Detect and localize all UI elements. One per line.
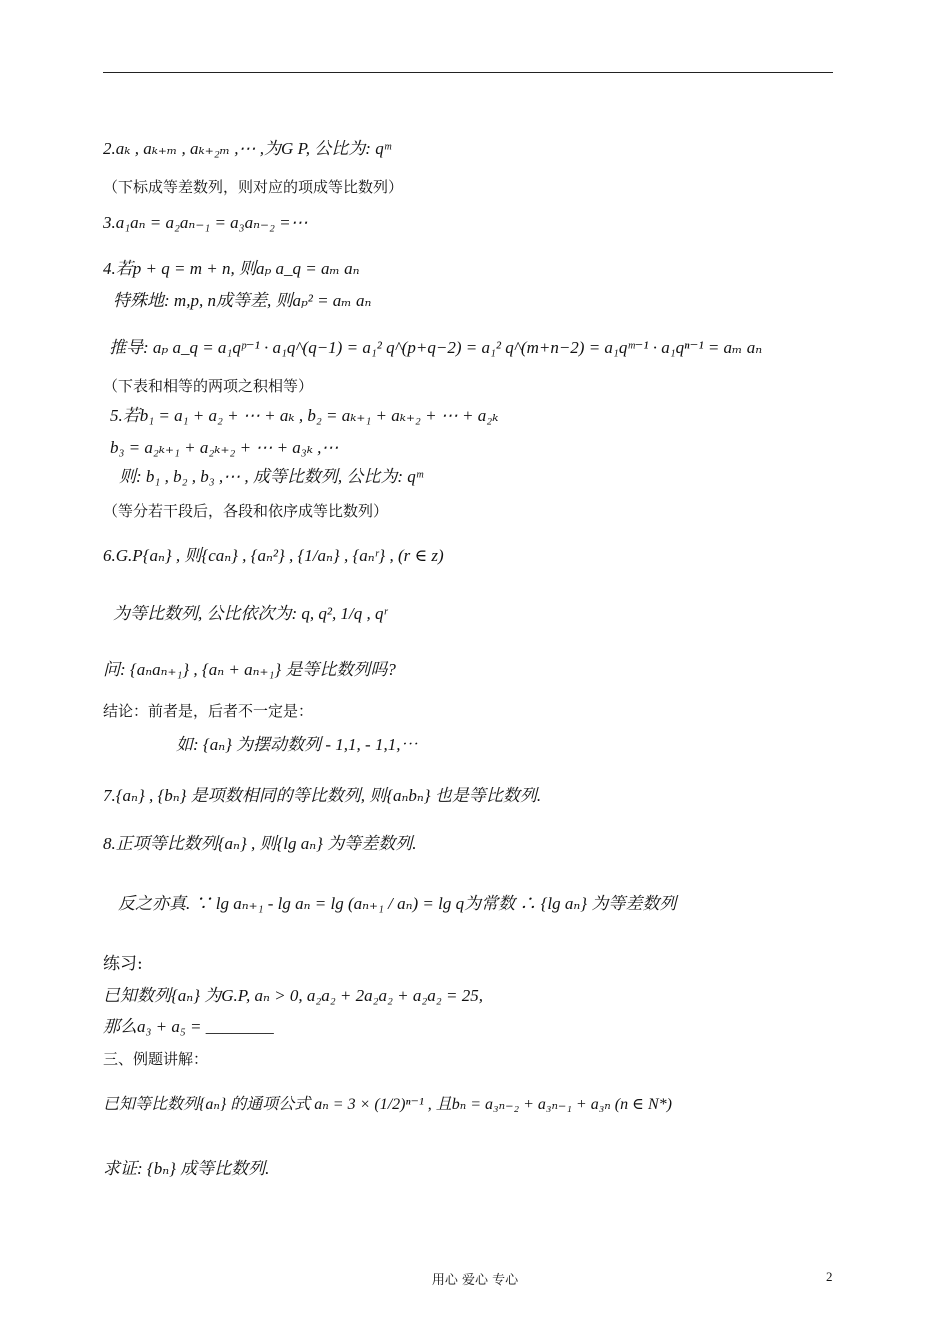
conclusion: 结论：前者是，后者不一定是： [103, 702, 314, 720]
item-5-line1: 5.若b₁ = a₁ + a₂ + ⋯ + aₖ , b₂ = aₖ₊₁ + aₖ₊₂ + ⋯ + a₂ₖ [110, 406, 499, 425]
section-heading: 三、例题讲解： [103, 1050, 209, 1068]
item-8: 8.正项等比数列{aₙ} , 则{lg aₙ} 为等差数列. [103, 834, 417, 853]
note-2: （下标成等差数列，则对应的项成等比数列） [103, 178, 404, 196]
item-2: 2.aₖ , aₖ₊ₘ , aₖ₊₂ₘ ,⋯ ,为G P, 公比为: qᵐ [103, 139, 391, 158]
header-rule [103, 72, 833, 73]
exercise-line1: 已知数列{aₙ} 为G.P, aₙ > 0, a₂a₂ + 2a₂a₂ + a₂a₂ = 25, [103, 986, 483, 1005]
item-8-converse: 反之亦真. ∵ lg aₙ₊₁ - lg aₙ = lg (aₙ₊₁ / aₙ) = lg q为常数 ∴ {lg aₙ} 为等差数列 [118, 894, 677, 913]
item-5-line3: 则: b₁ , b₂ , b₃ ,⋯ , 成等比数列, 公比为: qᵐ [119, 467, 423, 486]
item-6: 6.G.P{aₙ} , 则{caₙ} , {aₙ²} , {1/aₙ} , {aₙʳ} , (r ∈ z) [103, 546, 444, 565]
example-oscillating: 如: {aₙ} 为摆动数列 - 1,1, - 1,1,⋯ [176, 735, 418, 754]
item-3: 3.a₁aₙ = a₂aₙ₋₁ = a₃aₙ₋₂ =⋯ [103, 213, 308, 232]
footer-text: 用心 爱心 专心 [431, 1273, 519, 1288]
page-number: 2 [826, 1269, 833, 1284]
item-6-ratios: 为等比数列, 公比依次为: q, q², 1/q , qʳ [113, 604, 388, 623]
question: 问: {aₙaₙ₊₁} , {aₙ + aₙ₊₁} 是等比数列吗? [103, 660, 396, 679]
exercise-line2: 那么a₃ + a₅ = ________ [103, 1017, 274, 1036]
item-4: 4.若p + q = m + n, 则aₚ a_q = aₘ aₙ [103, 259, 360, 278]
example-statement: 已知等比数列{aₙ} 的通项公式 aₙ = 3 × (1/2)ⁿ⁻¹ , 且bₙ = a₃ₙ₋₂ + a₃ₙ₋₁ + a₃ₙ (n ∈ N*) [103, 1096, 672, 1113]
note-4: （下表和相等的两项之积相等） [103, 377, 314, 395]
exercise-heading: 练习: [103, 954, 143, 974]
note-5: （等分若干段后，各段和依序成等比数列） [103, 502, 389, 520]
item-4-derivation: 推导: aₚ a_q = a₁qᵖ⁻¹ · a₁q^(q−1) = a₁² q^(p+q−2) = a₁² q^(m+n−2) = a₁qᵐ⁻¹ · a₁qⁿ⁻¹ = aₘ aₙ [109, 338, 763, 357]
proof-prompt: 求证: {bₙ} 成等比数列. [103, 1159, 270, 1178]
item-5-line2: b₃ = a₂ₖ₊₁ + a₂ₖ₊₂ + ⋯ + a₃ₖ ,⋯ [110, 438, 339, 457]
item-4-special: 特殊地: m,p, n成等差, 则aₚ² = aₘ aₙ [113, 291, 372, 310]
item-7: 7.{aₙ} , {bₙ} 是项数相同的等比数列, 则{aₙbₙ} 也是等比数列. [103, 786, 542, 805]
